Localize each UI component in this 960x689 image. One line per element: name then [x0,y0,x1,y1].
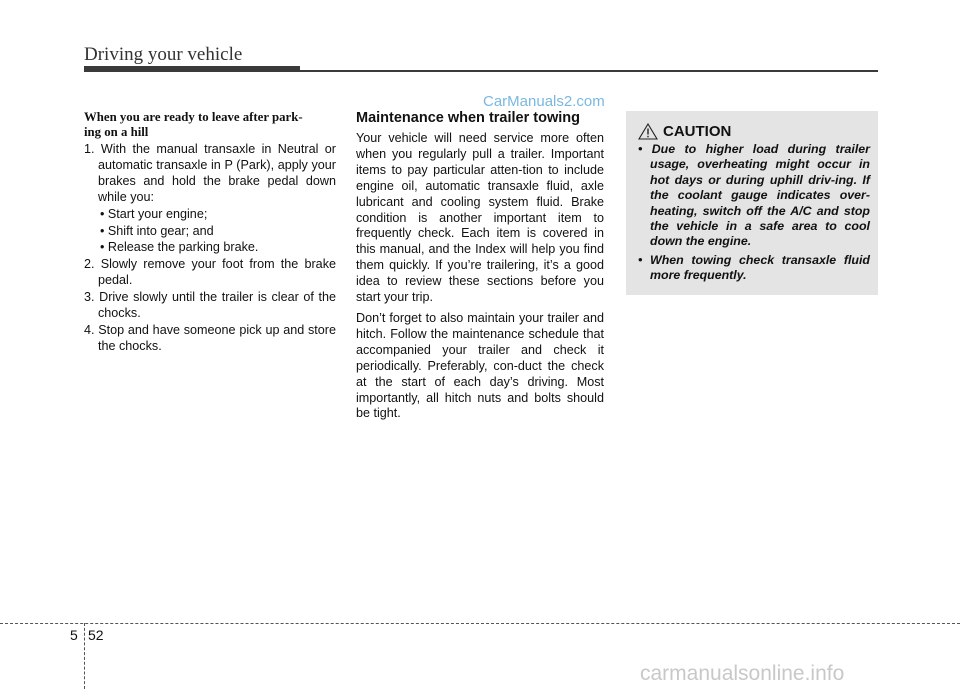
caution-header [638,123,731,140]
header-rule-thin [300,70,878,72]
watermark-top: CarManuals2.com [483,93,605,110]
left-column [84,110,336,356]
step-1: 1. With the manual transaxle in Neutral or automatic transaxle in P (Park), apply your brakes and hold the brake pedal down while you: [84,142,336,204]
hill-start-subheading: When you are ready to leave after park- ing on a hill [84,110,303,139]
middle-column [356,110,604,427]
header-rule-thick [84,66,300,72]
bullet-start-engine: • Start your engine; [100,206,208,221]
page-header-title: Driving your vehicle [84,44,243,65]
caution-list [634,142,870,287]
bullet-release-brake: • Release the parking brake. [100,240,259,255]
step-2: 2. Slowly remove your foot from the brake pedal. [84,257,336,288]
chapter-number: 5 [70,627,78,643]
step-4: 4. Stop and have someone pick up and store the chocks. [84,322,336,353]
maintenance-paragraph-2: Don’t forget to also maintain your trailer and hitch. Follow the maintenance schedule that accompanied your trailer and check it periodically. Preferably, con-duct the check at the start of each day’s driving. Most importantly, all hitch nuts and bolts should be tight. [356,310,604,421]
page-number: 52 [88,627,104,643]
caution-item-transaxle-fluid: • When towing check transaxle fluid more frequently. [638,252,870,283]
maintenance-paragraph-1: Your vehicle will need service more often when you regularly pull a trailer. Important items to pay particular atten-tion to include engine oil, automatic transaxle fluid, axle lubricant and cooling system fluid. Brake condition is another important item to frequently check. Each item is covered in this manual, and the Index will help you find them quickly. If you’re trailering, it’s a good idea to review these sections before you start your trip. [356,131,604,305]
step-3: 3. Drive slowly until the trailer is clear of the chocks. [84,290,336,321]
caution-box [626,111,878,295]
footer-divider [0,623,960,624]
footer-vertical-divider [84,623,85,689]
maintenance-section-title: Maintenance when trailer towing [356,110,580,126]
warning-triangle-icon [638,123,658,140]
caution-item-overheating: • Due to higher load during trailer usage, overheating might occur in hot days or during uphill driv-ing. If the coolant gauge indicates over-heating, switch off the A/C and stop the vehicle in a safe area to cool down the engine. [638,142,870,249]
watermark-bottom: carmanualsonline.info [640,662,845,685]
bullet-shift-gear: • Shift into gear; and [100,223,214,238]
caution-title: CAUTION [663,123,732,140]
